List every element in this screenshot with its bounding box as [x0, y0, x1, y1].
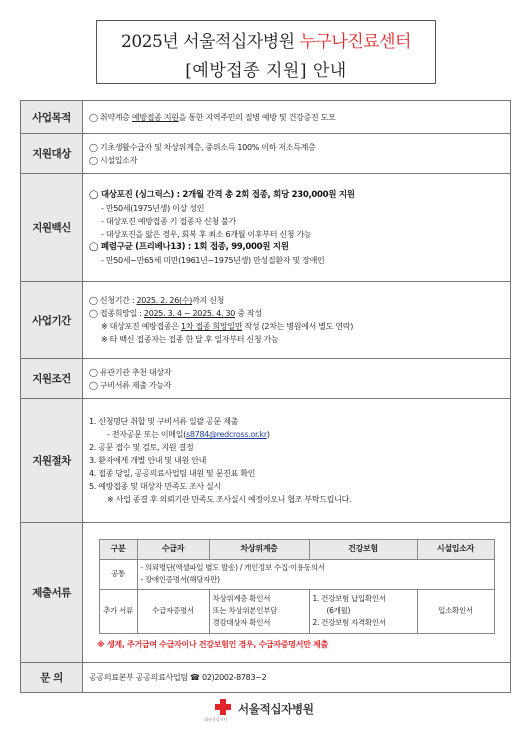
- period-note-pre: ※ 대상포진 예방접종은: [101, 322, 181, 331]
- content-target: [83, 134, 511, 174]
- doc-insurance-line-2: (6개월): [326, 606, 351, 615]
- row-target: [21, 134, 511, 174]
- info-table: [20, 100, 511, 693]
- period-vaccinate-post: 중 작성: [235, 309, 262, 318]
- doc-nearpoor-line-3: 경감대상자 확인서: [212, 618, 271, 627]
- logo-name: 서울적십자병원: [238, 702, 314, 716]
- doc-common-line-1: - 의뢰명단(엑셀파일 별도 발송) / 개인정보 수집·이용동의서: [140, 563, 325, 572]
- doc-extra-facility: 입소확인서: [417, 589, 494, 633]
- procedure-step-4: 4. 접종 당일, 공공의료사업팀 내원 및 문진표 확인: [89, 469, 256, 478]
- doc-extra-recipient: 수급자증명서: [137, 589, 209, 633]
- doc-common-line-2: - 장애인증명서(해당자만): [140, 575, 220, 584]
- row-purpose: [21, 101, 511, 134]
- period-vaccinate-pre: ◯ 접종희망일 :: [89, 309, 144, 318]
- vaccine-pneumococcal: ◯ 폐렴구균 (프리베나13) : 1회 접종, 99,000원 지원: [89, 241, 289, 252]
- vaccine-line-4: - 대상포진을 앓은 경우, 회복 후 최소 6개월 이후부터 신청 가능: [101, 229, 312, 239]
- vaccine-line-3: - 대상포진 예방접종 기 접종자 신청 불가: [101, 216, 236, 226]
- row-documents: [21, 523, 511, 663]
- doc-extra-insurance: [309, 589, 417, 633]
- label-vaccine: 지원백신: [21, 174, 83, 282]
- documents-note: ※ 생계, 주거급여 수급자이나 건강보험인 경우, 수급자증명서만 제출: [97, 639, 328, 649]
- period-apply-pre: ◯ 신청기간 :: [89, 296, 137, 305]
- doc-common-label: 공통: [99, 559, 137, 589]
- page-title: [97, 27, 435, 52]
- label-purpose: 사업목적: [21, 101, 83, 134]
- red-cross-icon: [215, 699, 231, 715]
- period-note-post: 작성 (2차는 병원에서 별도 연락): [242, 322, 354, 331]
- purpose-text-post: 을 통한 지역주민의 질병 예방 및 건강증진 도모: [178, 112, 336, 122]
- doc-nearpoor-line-1: 차상위계층 확인서: [212, 594, 271, 603]
- label-contact: 문 의: [21, 663, 83, 693]
- procedure-note: ※ 사업 종결 후 의뢰기관 만족도 조사실시 예정이오니 협조 부탁드립니다.: [107, 495, 352, 504]
- condition-line-1: ◯ 유관기관 추천 대상자: [89, 367, 172, 377]
- period-apply-post: 까지 신청: [192, 296, 225, 305]
- doc-insurance-line-3: 2. 건강보험 자격확인서: [312, 618, 386, 627]
- condition-line-2: ◯ 구비서류 제출 가능자: [89, 380, 172, 390]
- content-contact: [83, 663, 511, 693]
- doc-header: 수급자: [137, 539, 209, 559]
- content-condition: [83, 359, 511, 399]
- vaccine-line-6: - 만50세~만65세 미만(1961년~1975년생) 만성질환자 및 장애인: [101, 255, 325, 265]
- contact-text: 공공의료본부 공공의료사업팀 ☎ 02)2002-8783~2: [89, 673, 267, 682]
- row-condition: [21, 359, 511, 399]
- procedure-step-3: 3. 환자에게 개별 안내 및 내원 안내: [89, 456, 207, 465]
- content-vaccine: [83, 174, 511, 282]
- doc-insurance-line-1: 1. 건강보험 납입확인서: [312, 594, 386, 603]
- row-vaccine: [21, 174, 511, 282]
- vaccine-shingles: ◯ 대상포진 (싱그릭스) : 2개월 간격 총 2회 접종, 회당 230,000원 지원: [89, 189, 355, 200]
- doc-header: 시설입소자: [417, 539, 494, 559]
- target-line-2: ◯ 시설입소자: [89, 155, 138, 165]
- content-procedure: [83, 399, 511, 523]
- row-procedure: [21, 399, 511, 523]
- period-vaccinate-dates: 2025. 3. 4 ~ 2025. 4. 30: [143, 309, 236, 318]
- label-target: 지원대상: [21, 134, 83, 174]
- hospital-logo: [190, 696, 350, 726]
- procedure-email-post: ): [266, 430, 270, 439]
- content-documents: [83, 523, 511, 663]
- doc-nearpoor-line-2: 또는 차상위본인부담: [212, 606, 278, 615]
- logo-subtext: 대한적십자사: [204, 717, 228, 722]
- procedure-step-2: 2. 공문 접수 및 검토, 지원 결정: [89, 443, 194, 452]
- doc-extra-label: 추가 서류: [99, 589, 137, 633]
- email-link[interactable]: s8784@redcross.or.kr: [186, 430, 267, 439]
- procedure-step-5: 5. 예방접종 및 대상자 만족도 조사 실시: [89, 482, 221, 491]
- title-prefix: 2025년 서울적십자병원: [121, 32, 300, 52]
- period-note-underline: 1차 접종 희망일만: [180, 322, 243, 331]
- title-box: [96, 20, 436, 84]
- doc-header: 구분: [99, 539, 137, 559]
- page-subtitle: [예방접종 지원] 안내: [185, 61, 347, 81]
- row-period: [21, 282, 511, 359]
- vaccine-line-2: - 만50세(1975년생) 이상 성인: [101, 203, 205, 213]
- procedure-step-1: 1. 신청명단 취합 및 구비서류 일괄 공문 제출: [89, 417, 239, 426]
- label-condition: 지원조건: [21, 359, 83, 399]
- label-procedure: 지원절차: [21, 399, 83, 523]
- doc-header: 건강보험: [309, 539, 417, 559]
- doc-extra-nearpoor: [209, 589, 309, 633]
- target-line-1: ◯ 기초생활수급자 및 차상위계층, 중위소득 100% 이하 저소득계층: [89, 142, 316, 152]
- content-purpose: [83, 101, 511, 134]
- procedure-email-pre: - 전자공문 또는 이메일(: [107, 430, 186, 439]
- title-highlight: 누구나진료센터: [299, 32, 411, 52]
- purpose-text-underline: 예방접종 지원: [131, 112, 179, 122]
- doc-common-cell: [137, 559, 494, 589]
- row-contact: [21, 663, 511, 693]
- documents-table: [99, 539, 495, 634]
- label-documents: 제출서류: [21, 523, 83, 663]
- label-period: 사업기간: [21, 282, 83, 359]
- purpose-text-pre: ◯ 취약계층: [89, 112, 132, 122]
- content-period: [83, 282, 511, 359]
- doc-header: 차상위계층: [209, 539, 309, 559]
- period-apply-date: 2025. 2. 26(수): [136, 296, 193, 305]
- period-note-2: ※ 타 백신 접종자는 접종 한 달 후 일자부터 신청 가능: [101, 335, 279, 344]
